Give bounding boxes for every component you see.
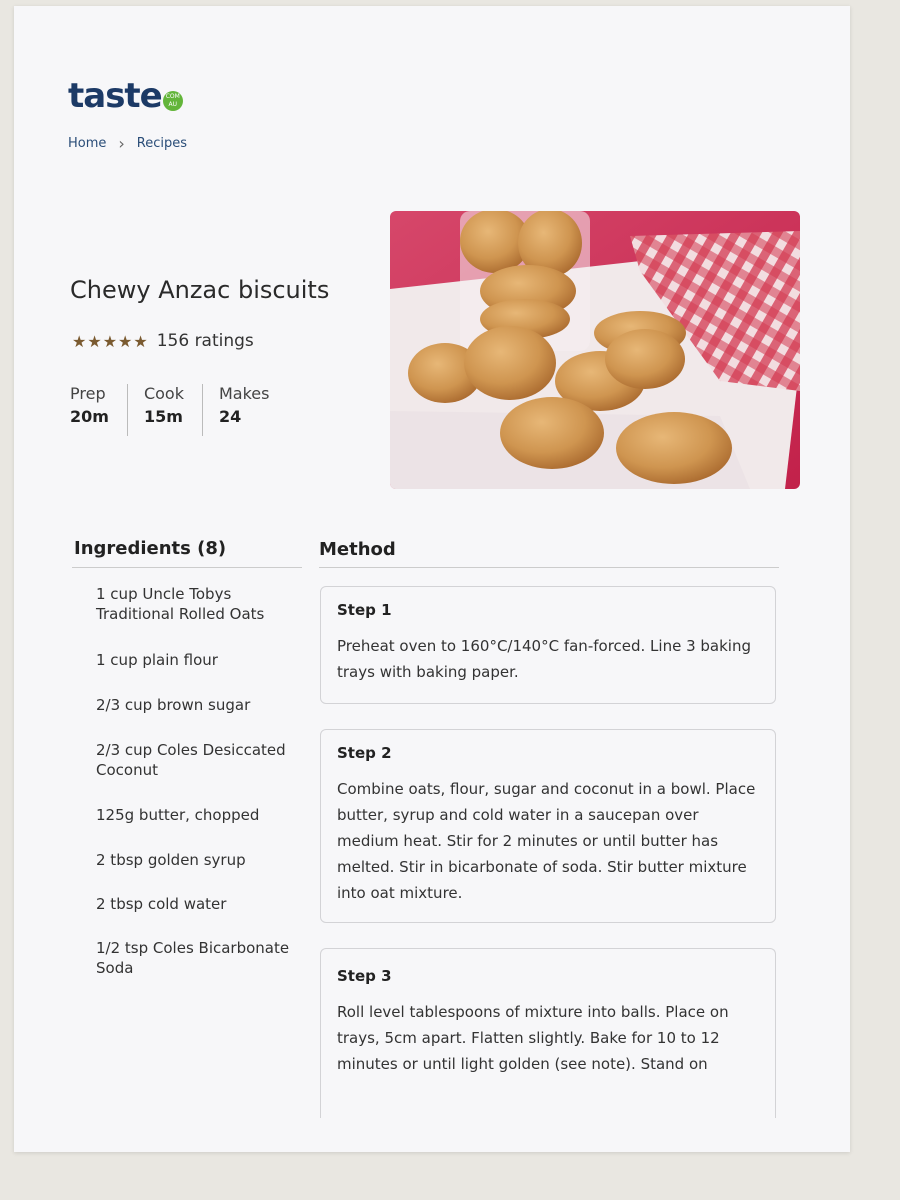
meta-label: Prep: [70, 384, 106, 403]
ingredient-item: 2 tbsp golden syrup: [96, 851, 246, 869]
site-logo[interactable]: [68, 76, 183, 116]
ratings-count[interactable]: 156 ratings: [156, 331, 254, 351]
step-title: Step 2: [337, 744, 392, 762]
recipe-photo: [390, 211, 800, 489]
ingredient-item: 2 tbsp cold water: [96, 895, 227, 913]
method-heading: Method: [319, 539, 396, 560]
ingredients-heading: Ingredients (8): [74, 538, 227, 559]
recipe-title: Chewy Anzac biscuits: [70, 276, 330, 304]
meta-prep: [70, 384, 128, 436]
meta-value: 24: [218, 407, 242, 426]
chevron-right-icon: ›: [118, 134, 125, 153]
ingredient-item: 2/3 cup brown sugar: [96, 696, 251, 714]
meta-value: 20m: [70, 407, 109, 426]
logo-wordmark: taste: [68, 76, 162, 116]
meta-label: Cook: [143, 384, 184, 403]
step-title: Step 3: [337, 967, 392, 985]
printed-page: [14, 6, 850, 1152]
logo-badge-icon: [163, 91, 183, 111]
logo-badge-line1: COM: [165, 93, 180, 100]
meta-makes: [219, 384, 287, 436]
step-text: Roll level tablespoons of mixture into balls. Place on trays, 5cm apart. Flatten slightly. Bake for 10 to 12 minutes or until light golden (see note). Stand on: [337, 1003, 729, 1073]
star-rating-icon: ★★★★★: [72, 331, 149, 351]
breadcrumb-home[interactable]: Home: [68, 136, 107, 151]
method-divider: [319, 567, 779, 568]
ingredients-divider: [72, 567, 302, 568]
meta-cook: [144, 384, 203, 436]
ingredient-item: 1 cup plain flour: [96, 651, 218, 669]
recipe-meta: [70, 384, 303, 436]
ingredient-item: 1/2 tsp Coles Bicarbonate Soda: [96, 939, 290, 977]
ingredient-item: 125g butter, chopped: [96, 806, 260, 824]
method-step: [320, 948, 776, 1118]
step-text: Combine oats, flour, sugar and coconut in a bowl. Place butter, syrup and cold water in a saucepan over medium heat. Stir for 2 minutes or until butter has melted. Stir in bicarbonate of soda. Stir butter mixture into oat mixture.: [337, 780, 756, 902]
ingredient-item: 1 cup Uncle Tobys Traditional Rolled Oats: [96, 585, 265, 623]
ingredient-item: 2/3 cup Coles Desiccated Coconut: [96, 741, 286, 779]
method-step: [320, 586, 776, 704]
meta-value: 15m: [143, 407, 183, 426]
method-step: [320, 729, 776, 923]
logo-badge-line2: AU: [168, 101, 177, 108]
step-title: Step 1: [337, 601, 392, 619]
step-text: Preheat oven to 160°C/140°C fan-forced. Line 3 baking trays with baking paper.: [337, 637, 751, 681]
breadcrumb-recipes[interactable]: Recipes: [136, 136, 188, 151]
rating-row: [72, 331, 254, 351]
meta-label: Makes: [218, 384, 270, 403]
breadcrumb: [68, 134, 187, 153]
